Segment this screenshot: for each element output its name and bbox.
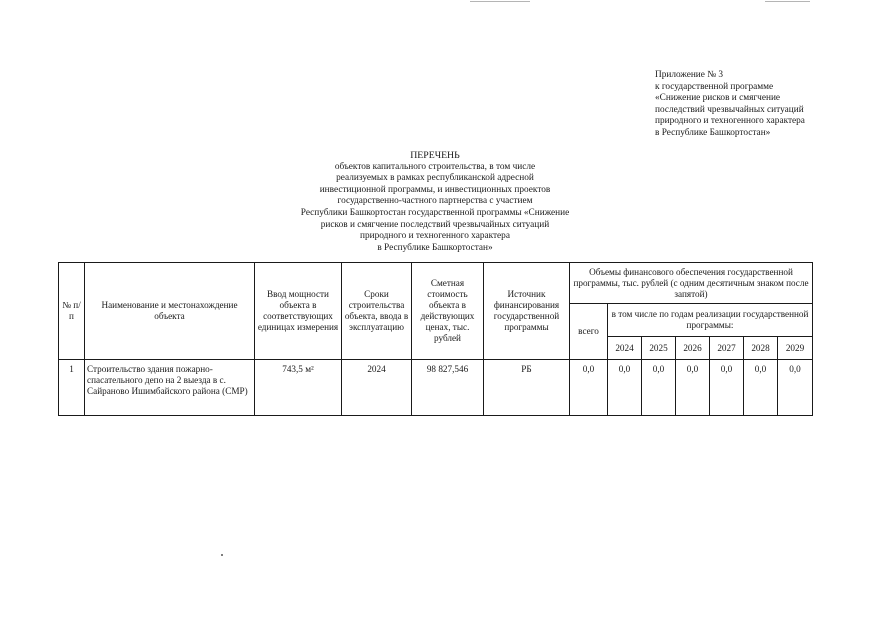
header-cost: Сметная стоимость объекта в действующих ценах, тыс. рублей xyxy=(412,263,484,360)
scan-speck xyxy=(221,554,223,556)
appendix-line: к государственной программе xyxy=(655,81,774,92)
cell-capacity: 743,5 м² xyxy=(255,360,342,416)
cell-name: Строительство здания пожарно-спасательного депо на 2 выезда в с. Сайраново Ишимбайского района (СМР) xyxy=(85,360,255,416)
scan-artifact xyxy=(765,1,810,2)
header-name: Наименование и местонахождение объекта xyxy=(85,263,255,360)
title-line: реализуемых в рамках республиканской адресной xyxy=(336,173,534,184)
cell-year-value: 0,0 xyxy=(710,360,744,416)
header-capacity: Ввод мощности объекта в соответствующих единицах измерения xyxy=(255,263,342,360)
cell-year-value: 0,0 xyxy=(642,360,676,416)
appendix-line: последствий чрезвычайных ситуаций xyxy=(655,104,804,115)
appendix-line: природного и техногенного характера xyxy=(655,116,805,127)
objects-table xyxy=(58,262,813,416)
title-line: природного и техногенного характера xyxy=(360,231,510,242)
title-line: государственно-частного партнерства с участием xyxy=(337,196,533,207)
cell-year-value: 0,0 xyxy=(608,360,642,416)
cell-terms: 2024 xyxy=(342,360,412,416)
appendix-line: в Республике Башкортостан» xyxy=(655,127,771,138)
title-line: рисков и смягчение последствий чрезвычайных ситуаций xyxy=(320,219,550,230)
title-line: инвестиционной программы, и инвестиционных проектов xyxy=(319,184,551,195)
cell-year-value: 0,0 xyxy=(778,360,813,416)
appendix-reference xyxy=(655,70,865,140)
header-year: 2026 xyxy=(676,337,710,360)
header-source: Источник финансирования государственной программы xyxy=(484,263,570,360)
cell-number: 1 xyxy=(59,360,85,416)
cell-total: 0,0 xyxy=(570,360,608,416)
header-year: 2028 xyxy=(744,337,778,360)
title-line: Республики Башкортостан государственной программы «Снижение xyxy=(300,207,570,218)
cell-year-value: 0,0 xyxy=(676,360,710,416)
header-year: 2024 xyxy=(608,337,642,360)
header-year: 2027 xyxy=(710,337,744,360)
table-row xyxy=(59,360,813,416)
header-year: 2029 xyxy=(778,337,813,360)
header-year: 2025 xyxy=(642,337,676,360)
appendix-line: «Снижение рисков и смягчение xyxy=(655,93,781,104)
appendix-line: Приложение № 3 xyxy=(655,70,724,80)
header-funding: Объемы финансового обеспечения государственной программы, тыс. рублей (с одним десятичным знаком после запятой) xyxy=(570,263,813,304)
header-by-years: в том числе по годам реализации государственной программы: xyxy=(608,304,813,337)
header-total: всего xyxy=(570,304,608,360)
header-number: № п/п xyxy=(59,263,85,360)
title-line: в Республике Башкортостан» xyxy=(377,242,493,253)
header-row xyxy=(59,263,813,304)
cell-source: РБ xyxy=(484,360,570,416)
title-heading: ПЕРЕЧЕНЬ xyxy=(410,150,460,161)
scan-artifact xyxy=(470,1,530,2)
title-line: объектов капитального строительства, в том числе xyxy=(334,161,536,172)
cell-year-value: 0,0 xyxy=(744,360,778,416)
cell-cost: 98 827,546 xyxy=(412,360,484,416)
document-title xyxy=(290,150,580,254)
header-terms: Сроки строительства объекта, ввода в эксплуатацию xyxy=(342,263,412,360)
